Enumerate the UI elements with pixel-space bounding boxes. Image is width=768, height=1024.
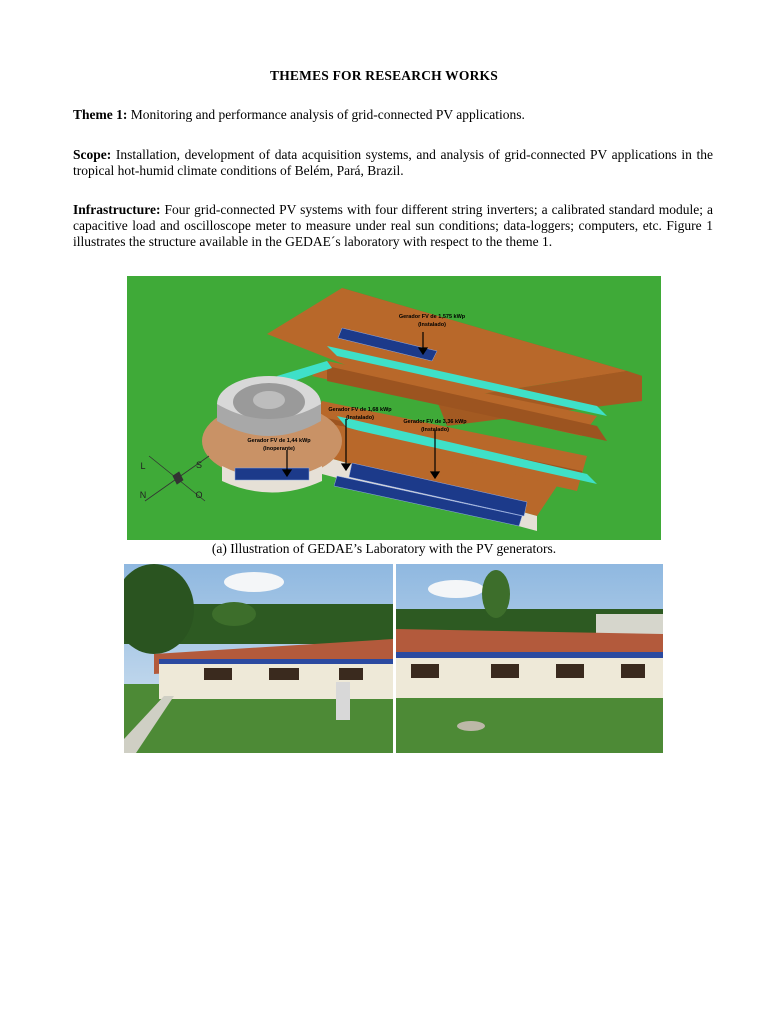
infrastructure-label: Infrastructure: bbox=[73, 202, 161, 217]
compass-o: O bbox=[195, 490, 203, 500]
compass-s: S bbox=[195, 460, 203, 470]
laboratory-photo-left bbox=[124, 564, 393, 753]
theme-text: Monitoring and performance analysis of grid-connected PV applications. bbox=[130, 107, 525, 122]
gen1-name-label: Gerador FV de 1,575 kWp bbox=[398, 314, 466, 320]
figure-caption: (a) Illustration of GEDAE’s Laboratory with the PV generators. bbox=[211, 541, 557, 556]
compass-n: N bbox=[139, 490, 147, 500]
laboratory-photo-right bbox=[396, 564, 663, 753]
compass-l: L bbox=[140, 461, 146, 471]
theme-label: Theme 1: bbox=[73, 107, 128, 122]
laboratory-illustration bbox=[127, 276, 661, 540]
infrastructure-text: Four grid-connected PV systems with four different string inverters; a calibrated standard module; a capacitive load and oscilloscope meter to measure under real sun conditions; data-loggers; computers, etc. Figure 1 illustrates the structure available in the GEDAE´s laboratory with respect to the theme 1. bbox=[73, 202, 713, 249]
document-title: THEMES FOR RESEARCH WORKS bbox=[270, 68, 498, 83]
gen1-status-label: (Instalado) bbox=[418, 322, 446, 328]
gen3-name-label: Gerador FV de 3,36 kWp bbox=[403, 419, 467, 425]
scope-text: Installation, development of data acquisition systems, and analysis of grid-connected PV applications in the tropical hot-humid climate conditions of Belém, Pará, Brazil. bbox=[73, 147, 714, 178]
gen4-status-label: (Inoperante) bbox=[263, 446, 295, 452]
gen4-name-label: Gerador FV de 1,44 kWp bbox=[247, 438, 311, 444]
gen3-status-label: (Instalado) bbox=[421, 427, 449, 433]
gen2-name-label: Gerador FV de 1,68 kWp bbox=[328, 407, 392, 413]
theme-paragraph bbox=[73, 107, 713, 123]
scope-label: Scope: bbox=[73, 147, 112, 162]
gen2-status-label: (Instalado) bbox=[346, 415, 374, 421]
infrastructure-paragraph bbox=[73, 202, 713, 250]
scope-paragraph bbox=[73, 147, 713, 179]
